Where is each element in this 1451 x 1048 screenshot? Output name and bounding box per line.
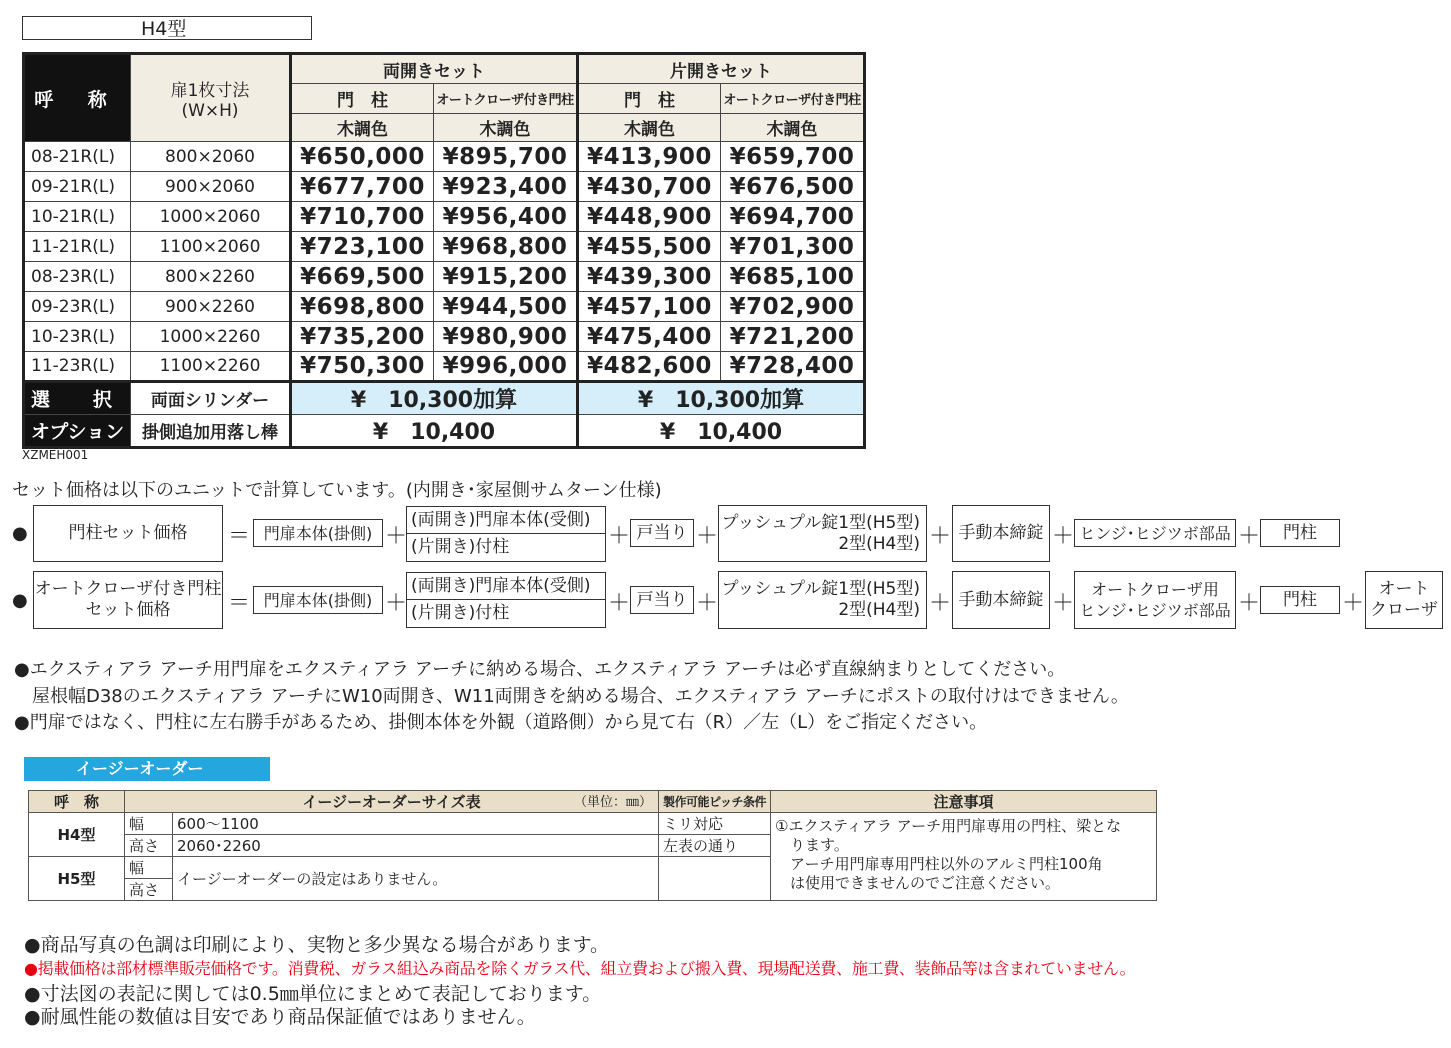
- note-line: 屋根幅D38のエクスティアラ アーチにW10両開き、W11両開きを納める場合、エクスティアラ アーチにポストの取付けはできません。: [14, 686, 1129, 707]
- bullet: ●: [12, 590, 28, 611]
- price-row: [24, 352, 865, 382]
- price-single-post: ¥439,300: [578, 262, 721, 292]
- plus-sign: ＋: [1238, 591, 1261, 616]
- price-double-auto-post: ¥956,400: [434, 202, 578, 232]
- price-single-post: ¥448,900: [578, 202, 721, 232]
- h4-height-pitch: 左表の通り: [659, 835, 771, 857]
- easy-h5-name: H5型: [29, 857, 125, 901]
- calc-note: セット価格は以下のユニットで計算しています。(内開き･家屋側サムターン仕様): [12, 480, 662, 501]
- product-code: XZMEH001: [22, 448, 89, 462]
- model-code: 08-21R(L): [24, 142, 131, 172]
- h4-width-pitch: ミリ対応: [659, 813, 771, 835]
- select-label: 選 択: [24, 382, 131, 415]
- door-size: 1000×2260: [131, 322, 291, 352]
- header-color: 木調色: [434, 114, 578, 142]
- plus-sign: ＋: [385, 524, 408, 549]
- post-box: 門柱: [1260, 586, 1340, 614]
- plus-sign: ＋: [608, 591, 631, 616]
- header-color: 木調色: [291, 114, 434, 142]
- header-name: 呼 称: [24, 54, 131, 142]
- price-single-auto-post: ¥685,100: [721, 262, 865, 292]
- main-body-box: 門扉本体(掛側): [253, 519, 383, 547]
- price-single-auto-post: ¥701,300: [721, 232, 865, 262]
- option-bolt-double: ¥ 10,400: [291, 415, 578, 448]
- plus-sign: ＋: [696, 524, 719, 549]
- model-code: 10-23R(L): [24, 322, 131, 352]
- plus-sign: ＋: [1052, 524, 1075, 549]
- price-single-post: ¥482,600: [578, 352, 721, 382]
- header-auto-post: オートクローザ付き門柱: [721, 84, 865, 114]
- header-single-set: 片開きセット: [578, 54, 865, 84]
- bullet: ●: [12, 523, 28, 544]
- option-cylinder-name: 両面シリンダー: [131, 382, 291, 415]
- price-double-auto-post: ¥923,400: [434, 172, 578, 202]
- price-row: [24, 172, 865, 202]
- plus-sign: ＋: [608, 524, 631, 549]
- price-row: [24, 292, 865, 322]
- sub-body-box: (両開き)門扉本体(受側) (片開き)付柱: [406, 506, 606, 562]
- post-set-price-box: 門柱セット価格: [33, 505, 223, 562]
- main-body-box: 門扉本体(掛側): [253, 586, 383, 614]
- option-bolt-single: ¥ 10,400: [578, 415, 865, 448]
- price-double-auto-post: ¥895,700: [434, 142, 578, 172]
- footer-note: ●寸法図の表記に関しては0.5㎜単位にまとめて表記しております。: [24, 983, 602, 1005]
- model-code: 08-23R(L): [24, 262, 131, 292]
- plus-sign: ＋: [929, 591, 952, 616]
- price-single-auto-post: ¥694,700: [721, 202, 865, 232]
- price-single-auto-post: ¥728,400: [721, 352, 865, 382]
- price-row: [24, 142, 865, 172]
- price-double-post: ¥735,200: [291, 322, 434, 352]
- price-double-post: ¥710,700: [291, 202, 434, 232]
- header-post: 門 柱: [291, 84, 434, 114]
- price-double-post: ¥723,100: [291, 232, 434, 262]
- door-size: 1000×2060: [131, 202, 291, 232]
- price-single-auto-post: ¥676,500: [721, 172, 865, 202]
- price-double-post: ¥698,800: [291, 292, 434, 322]
- manual-lock-box: 手動本締錠: [952, 571, 1050, 629]
- easy-header-name: 呼 称: [29, 791, 125, 813]
- model-code: 09-23R(L): [24, 292, 131, 322]
- price-single-post: ¥413,900: [578, 142, 721, 172]
- price-row: [24, 322, 865, 352]
- price-single-auto-post: ¥659,700: [721, 142, 865, 172]
- push-pull-lock-box: プッシュプル錠1型(H5型) 2型(H4型): [718, 505, 927, 562]
- price-double-auto-post: ¥968,800: [434, 232, 578, 262]
- price-row: [24, 262, 865, 292]
- door-size: 900×2260: [131, 292, 291, 322]
- price-single-post: ¥457,100: [578, 292, 721, 322]
- price-single-post: ¥455,500: [578, 232, 721, 262]
- header-auto-post: オートクローザ付き門柱: [434, 84, 578, 114]
- hinge-parts-box: ヒンジ･ヒジツボ部品: [1074, 519, 1236, 547]
- height-label: 高さ: [125, 879, 173, 901]
- easy-header-pitch: 製作可能ピッチ条件: [659, 791, 771, 813]
- sub-body-box: (両開き)門扉本体(受側) (片開き)付柱: [406, 572, 606, 628]
- easy-h4-name: H4型: [29, 813, 125, 857]
- plus-sign: ＋: [1052, 591, 1075, 616]
- h5-no-setting: イージーオーダーの設定はありません。: [173, 857, 659, 901]
- easy-note: ①エクスティアラ アーチ用門扉専用の門柱、梁とな ります。 アーチ用門扉専用門柱以外のアルミ門柱100角 は使用できませんのでご注意ください。: [771, 813, 1157, 901]
- easy-header-size: イージーオーダーサイズ表 （単位：㎜）: [125, 791, 659, 813]
- footer-note-red: ●掲載価格は部材標準販売価格です。消費税、ガラス組込み商品を除くガラス代、組立費および搬入費、現場配送費、施工費、装飾品等は含まれていません。: [24, 959, 1136, 978]
- price-double-auto-post: ¥980,900: [434, 322, 578, 352]
- model-code: 10-21R(L): [24, 202, 131, 232]
- price-double-auto-post: ¥915,200: [434, 262, 578, 292]
- header-color: 木調色: [721, 114, 865, 142]
- width-label: 幅: [125, 857, 173, 879]
- price-double-auto-post: ¥996,000: [434, 352, 578, 382]
- easy-order-table: [28, 790, 1157, 901]
- price-double-auto-post: ¥944,500: [434, 292, 578, 322]
- h4-width-range: 600～1100: [173, 813, 659, 835]
- door-size: 800×2060: [131, 142, 291, 172]
- easy-header-notes: 注意事項: [771, 791, 1157, 813]
- page-title: H4型: [22, 16, 312, 40]
- door-stop-box: 戸当り: [630, 586, 694, 614]
- note-line: ●エクスティアラ アーチ用門扉をエクスティアラ アーチに納める場合、エクスティアラ アーチは必ず直線納まりとしてください。: [14, 659, 1066, 680]
- door-size: 1100×2260: [131, 352, 291, 382]
- h4-height-range: 2060･2260: [173, 835, 659, 857]
- price-row: [24, 232, 865, 262]
- width-label: 幅: [125, 813, 173, 835]
- footer-note: ●耐風性能の数値は目安であり商品保証値ではありません。: [24, 1006, 536, 1028]
- model-code: 09-21R(L): [24, 172, 131, 202]
- auto-closer-hinge-box: オートクローザ用 ヒンジ･ヒジツボ部品: [1074, 571, 1236, 629]
- option-bolt-name: 掛側追加用落し棒: [131, 415, 291, 448]
- option-label: オプション: [24, 415, 131, 448]
- auto-closer-box: オート クローザ: [1365, 571, 1443, 629]
- plus-sign: ＋: [1238, 524, 1261, 549]
- price-double-post: ¥650,000: [291, 142, 434, 172]
- price-row: [24, 202, 865, 232]
- model-code: 11-21R(L): [24, 232, 131, 262]
- easy-order-banner: イージーオーダー: [24, 757, 270, 781]
- option-cylinder-double: ¥ 10,300加算: [291, 382, 578, 415]
- auto-post-set-price-box: オートクローザ付き門柱 セット価格: [33, 571, 223, 629]
- door-size: 1100×2060: [131, 232, 291, 262]
- note-line: ●門扉ではなく、門柱に左右勝手があるため、掛側本体を外観（道路側）から見て右（R）／左（L）をご指定ください。: [14, 712, 988, 733]
- door-size: 900×2060: [131, 172, 291, 202]
- plus-sign: ＋: [385, 591, 408, 616]
- price-single-post: ¥430,700: [578, 172, 721, 202]
- h5-pitch-empty: [659, 857, 771, 901]
- footer-note: ●商品写真の色調は印刷により、実物と多少異なる場合があります。: [24, 934, 610, 956]
- plus-sign: ＋: [696, 591, 719, 616]
- plus-sign: ＋: [1342, 591, 1365, 616]
- equals-sign: ＝: [228, 591, 251, 616]
- price-single-post: ¥475,400: [578, 322, 721, 352]
- header-size: 扉1枚寸法 (W×H): [131, 54, 291, 142]
- price-double-post: ¥677,700: [291, 172, 434, 202]
- model-code: 11-23R(L): [24, 352, 131, 382]
- price-double-post: ¥750,300: [291, 352, 434, 382]
- price-table: [22, 52, 866, 449]
- price-double-post: ¥669,500: [291, 262, 434, 292]
- height-label: 高さ: [125, 835, 173, 857]
- push-pull-lock-box: プッシュプル錠1型(H5型) 2型(H4型): [718, 571, 927, 629]
- equals-sign: ＝: [228, 524, 251, 549]
- manual-lock-box: 手動本締錠: [952, 505, 1050, 562]
- plus-sign: ＋: [929, 524, 952, 549]
- price-single-auto-post: ¥721,200: [721, 322, 865, 352]
- option-cylinder-single: ¥ 10,300加算: [578, 382, 865, 415]
- header-double-set: 両開きセット: [291, 54, 578, 84]
- door-stop-box: 戸当り: [630, 519, 694, 547]
- post-box: 門柱: [1260, 519, 1340, 547]
- header-color: 木調色: [578, 114, 721, 142]
- price-single-auto-post: ¥702,900: [721, 292, 865, 322]
- door-size: 800×2260: [131, 262, 291, 292]
- header-post: 門 柱: [578, 84, 721, 114]
